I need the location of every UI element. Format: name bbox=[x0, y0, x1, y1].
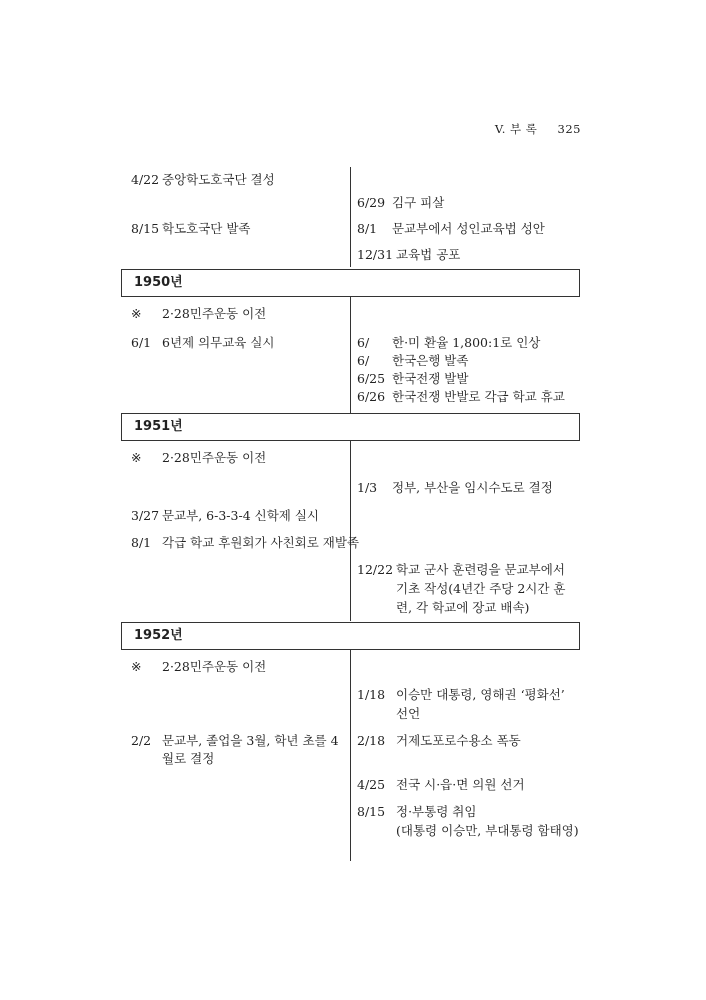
event-text: 문교부, 6-3-3-4 신학제 실시 bbox=[162, 508, 319, 523]
list-item bbox=[357, 732, 521, 750]
list-item bbox=[357, 370, 468, 388]
list-item bbox=[131, 220, 251, 238]
event-date: 4/22 bbox=[131, 172, 160, 187]
event-text: 김구 피살 bbox=[392, 195, 445, 210]
event-date: 8/15 bbox=[357, 804, 386, 819]
list-item bbox=[131, 507, 319, 525]
event-date: 1/18 bbox=[357, 687, 386, 702]
event-text: 이승만 대통령, 영해권 ‘평화선’ bbox=[396, 687, 565, 702]
event-date: 6/1 bbox=[131, 335, 152, 350]
event-text: 한·미 환율 1,800:1로 인상 bbox=[392, 335, 541, 350]
list-item-continuation: 월로 결정 bbox=[162, 751, 215, 766]
event-text: 2·28민주운동 이전 bbox=[162, 306, 267, 321]
event-text: 각급 학교 후원회가 사친회로 재발족 bbox=[162, 535, 360, 550]
note-mark: ※ bbox=[131, 659, 142, 674]
event-text: 한국전쟁 반발로 각급 학교 휴교 bbox=[392, 389, 565, 404]
list-item-continuation: (대통령 이승만, 부대통령 함태영) bbox=[396, 823, 579, 838]
list-item bbox=[357, 220, 545, 238]
event-text: 거제도포로수용소 폭동 bbox=[396, 733, 521, 748]
event-text: 2·28민주운동 이전 bbox=[162, 659, 267, 674]
event-date: 6/26 bbox=[357, 389, 386, 404]
event-date: 12/22 bbox=[357, 562, 394, 577]
list-item bbox=[357, 388, 565, 406]
event-text: 교육법 공포 bbox=[396, 247, 461, 262]
event-text: 학교 군사 훈련령을 문교부에서 bbox=[396, 562, 565, 577]
list-item bbox=[357, 561, 565, 579]
year-heading: 1951년 bbox=[121, 413, 580, 441]
list-item bbox=[357, 246, 460, 264]
list-item bbox=[357, 776, 525, 794]
event-date: 2/18 bbox=[357, 733, 386, 748]
list-item-continuation: 련, 각 학교에 장교 배속) bbox=[396, 600, 530, 615]
event-date: 6/ bbox=[357, 353, 370, 368]
list-item bbox=[131, 171, 275, 189]
event-text: 학도호국단 발족 bbox=[162, 221, 251, 236]
list-item bbox=[357, 194, 444, 212]
event-date: 8/1 bbox=[131, 535, 152, 550]
event-date: 6/25 bbox=[357, 371, 386, 386]
list-item bbox=[357, 803, 476, 821]
page-number: 325 bbox=[557, 122, 581, 136]
list-item bbox=[357, 334, 540, 352]
list-item-continuation: 선언 bbox=[396, 706, 421, 721]
event-text: 정·부통령 취임 bbox=[396, 804, 477, 819]
column-divider bbox=[350, 440, 351, 621]
list-item bbox=[131, 334, 275, 352]
year-heading: 1950년 bbox=[121, 269, 580, 297]
list-item bbox=[131, 449, 266, 467]
event-text: 2·28민주운동 이전 bbox=[162, 450, 267, 465]
list-item-continuation: 기초 작성(4년간 주당 2시간 훈 bbox=[396, 581, 566, 596]
running-header bbox=[495, 121, 581, 137]
event-date: 4/25 bbox=[357, 777, 386, 792]
event-text: 전국 시·읍·면 의원 선거 bbox=[396, 777, 525, 792]
year-heading: 1952년 bbox=[121, 622, 580, 650]
list-item bbox=[131, 732, 339, 750]
section-title: V. 부 록 bbox=[494, 122, 538, 136]
list-item bbox=[357, 686, 565, 704]
list-item bbox=[131, 305, 266, 323]
event-date: 1/3 bbox=[357, 480, 378, 495]
event-text: 6년제 의무교육 실시 bbox=[162, 335, 275, 350]
event-text: 한국은행 발족 bbox=[392, 353, 469, 368]
event-text: 문교부에서 성인교육법 성안 bbox=[392, 221, 545, 236]
event-date: 8/15 bbox=[131, 221, 160, 236]
event-date: 6/ bbox=[357, 335, 370, 350]
column-divider bbox=[350, 297, 351, 413]
note-mark: ※ bbox=[131, 306, 142, 321]
event-text: 중앙학도호국단 결성 bbox=[162, 172, 275, 187]
column-divider bbox=[350, 167, 351, 267]
column-divider bbox=[350, 649, 351, 861]
event-date: 12/31 bbox=[357, 247, 394, 262]
event-date: 2/2 bbox=[131, 733, 152, 748]
event-text: 문교부, 졸업을 3월, 학년 초를 4 bbox=[162, 733, 339, 748]
event-date: 6/29 bbox=[357, 195, 386, 210]
list-item bbox=[357, 352, 468, 370]
list-item bbox=[131, 658, 266, 676]
list-item bbox=[357, 479, 553, 497]
event-text: 한국전쟁 발발 bbox=[392, 371, 469, 386]
note-mark: ※ bbox=[131, 450, 142, 465]
event-text: 정부, 부산을 임시수도로 결정 bbox=[392, 480, 553, 495]
list-item bbox=[131, 534, 359, 552]
event-date: 3/27 bbox=[131, 508, 160, 523]
event-date: 8/1 bbox=[357, 221, 378, 236]
